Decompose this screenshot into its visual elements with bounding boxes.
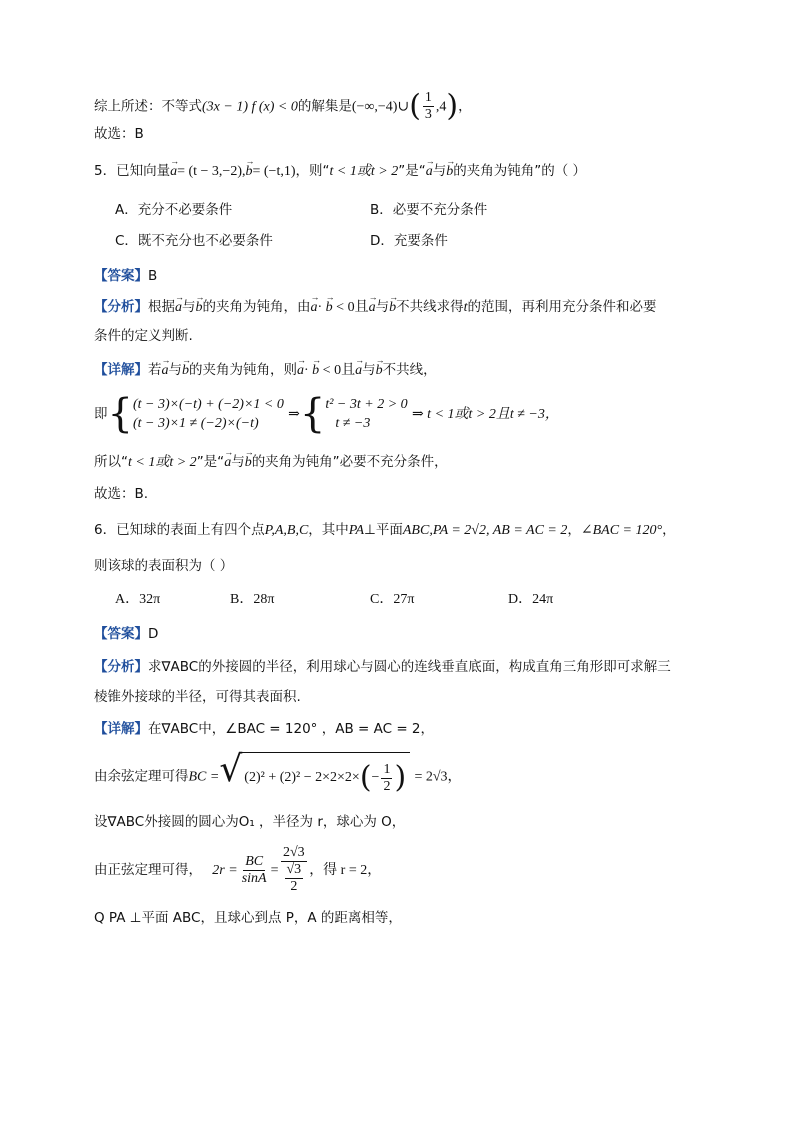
q6-option-a: A．32π xyxy=(115,592,161,607)
q6-analysis-2: 棱锥外接球的半径，可得其表面积. xyxy=(94,689,301,705)
q6-option-c: C．27π xyxy=(370,592,415,607)
q6-stem-2: 则该球的表面积为（ ） xyxy=(94,558,234,574)
q5-option-b: B．必要不充分条件 xyxy=(370,202,488,218)
q5-detail: 【详解】若→ a与→ b的夹角为钝角，则→ a· → b < 0且→ a与→ b不共线， xyxy=(94,360,437,381)
summary-line: 综上所述：不等式(3x − 1) f (x) < 0的解集是(−∞,−4)∪( $\frac{1}{3}$ ,4)， xyxy=(94,88,472,124)
q4-choose: 故选：B xyxy=(94,126,144,142)
q6-circle-line: 设∇ABC外接圆的圆心为O₁ ，半径为 r，球心为 O， xyxy=(94,814,406,830)
q5-option-a: A．充分不必要条件 xyxy=(115,202,233,218)
q6-stem: 6．已知球的表面上有四个点P,A,B,C，其中PA⊥平面ABC,PA = 2√2, AB = AC = 2，∠BAC = 120°， xyxy=(94,522,676,538)
q6-option-b: B．28π xyxy=(230,592,275,607)
q5-choose: 故选：B. xyxy=(94,486,149,502)
q5-analysis: 【分析】根据→ a与→ b的夹角为钝角，由→ a· → b < 0且→ a与→ b不共线求得t的范围，再利用充分条件和必要 xyxy=(94,297,656,318)
q5-analysis-2: 条件的定义判断. xyxy=(94,328,193,344)
q5-system: 即{ (t − 3)×(−t) + (−2)×1 < 0 (t − 3)×1 ≠ (−2)×(−t) ⇒{ t² − 3t + 2 > 0 t ≠ −3 ⇒ t < 1或t > 2且t ≠ −3， xyxy=(94,391,559,437)
q5-answer: 【答案】B xyxy=(94,268,158,284)
q5-option-d: D．充要条件 xyxy=(370,233,448,249)
q5-option-c: C．既不充分也不必要条件 xyxy=(115,233,273,249)
q6-cosine-law: 由余弦定理可得BC = √ (2)² + (2)² − 2×2×2× ( − $\frac{1}{2}$ ) = 2√3， xyxy=(94,752,462,801)
q5-conclusion: 所以“t < 1或t > 2”是“→ a与→ b的夹角为钝角”必要不充分条件， xyxy=(94,452,448,473)
q6-sine-law: 由正弦定理可得， 2r = $\frac{BC}{\sin A}$ = $\frac{2√3}{\frac{√3}{2}}$ ，得 r = 2， xyxy=(94,845,382,894)
q5-stem: 5．已知向量→ a= (t − 3,−2),→ b= (−t,1)，则“t < 1或t > 2”是“→ a与→ b的夹角为钝角”的（ ） xyxy=(94,161,586,182)
q6-detail: 【详解】在∇ABC中，∠BAC = 120° ，AB = AC = 2， xyxy=(94,721,435,737)
fraction-one-third: $\frac{1}{3}$ xyxy=(424,90,432,122)
q6-option-d: D．24π xyxy=(508,592,554,607)
q6-analysis: 【分析】求∇ABC的外接圆的半径，利用球心与圆心的连线垂直底面，构成直角三角形即可求解三 xyxy=(94,659,671,675)
q6-last-line: Q PA ⊥平面 ABC，且球心到点 P，A 的距离相等， xyxy=(94,910,402,926)
q6-answer: 【答案】D xyxy=(94,626,159,642)
